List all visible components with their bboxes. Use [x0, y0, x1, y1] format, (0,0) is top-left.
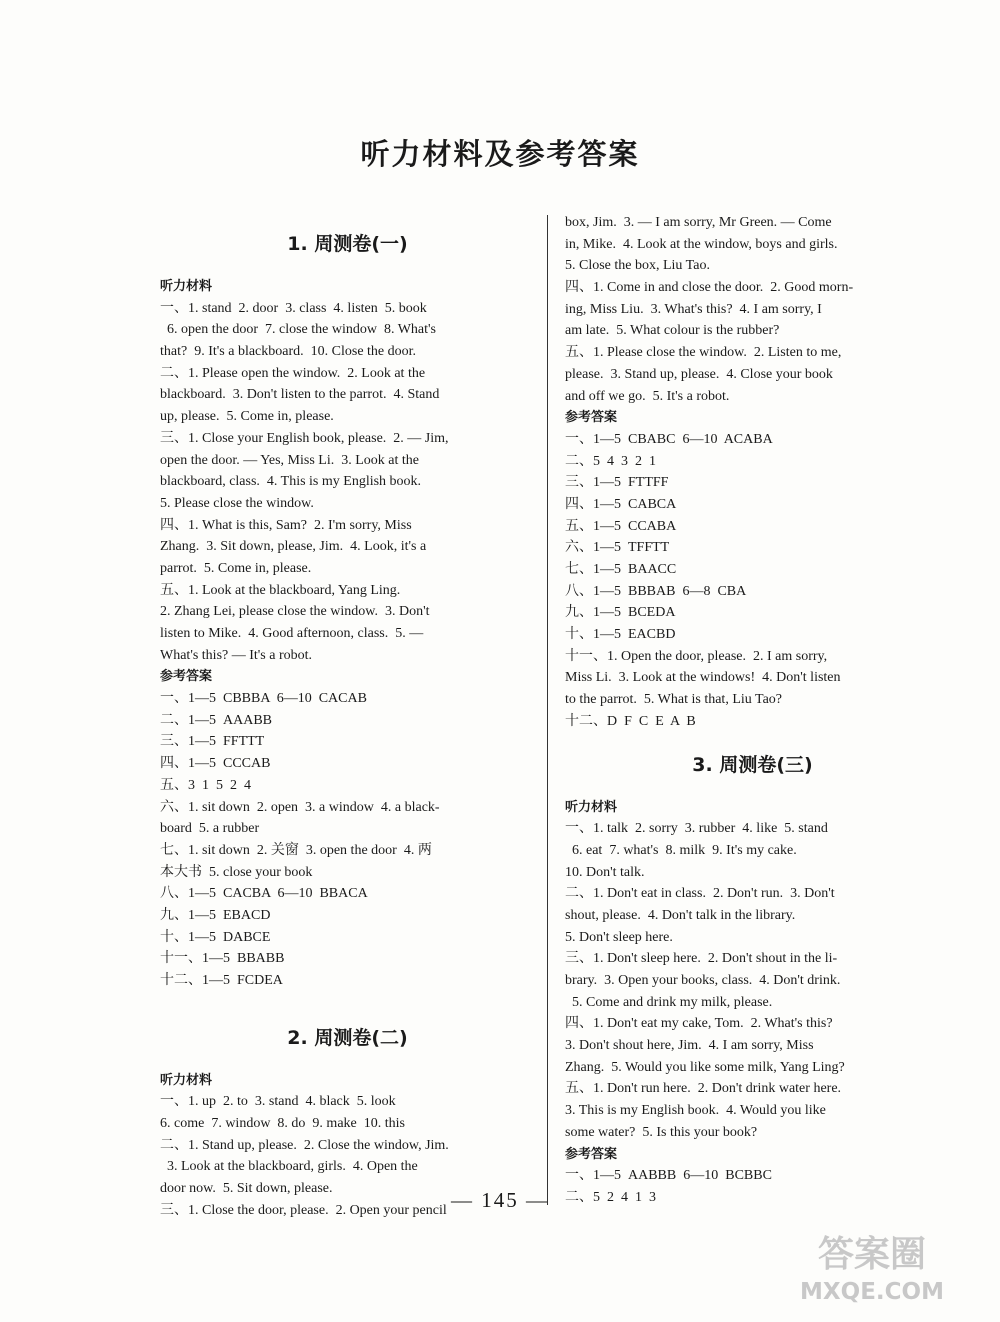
- text-line: 四、1. Don't eat my cake, Tom. 2. What's this?: [565, 1016, 833, 1032]
- text-line: 二、5 4 3 2 1: [565, 453, 656, 469]
- text-line: and off we go. 5. It's a robot.: [565, 388, 730, 404]
- text-line: 六、1. sit down 2. open 3. a window 4. a black-: [160, 799, 440, 815]
- text-line: 十、1—5 EACBD: [565, 627, 676, 643]
- section-title: 3. 周测卷(三): [692, 753, 813, 776]
- text-line: 三、1—5 FFTTT: [160, 734, 265, 750]
- text-line: box, Jim. 3. — I am sorry, Mr Green. — Come: [565, 215, 832, 230]
- text-line: please. 3. Stand up, please. 4. Close your book: [565, 366, 833, 382]
- text-line: shout, please. 4. Don't talk in the library.: [565, 907, 796, 923]
- text-line: 一、1—5 AABBB 6—10 BCBBC: [565, 1168, 772, 1184]
- text-line: up, please. 5. Come in, please.: [160, 409, 334, 425]
- text-line: 二、1. Please open the window. 2. Look at the: [160, 365, 426, 381]
- text-line: 6. open the door 7. close the window 8. What's: [160, 322, 436, 338]
- text-line: 一、1—5 CBBBA 6—10 CACAB: [160, 691, 367, 707]
- section-title: 2. 周测卷(二): [287, 1026, 408, 1049]
- text-line: 五、1. Please close the window. 2. Listen to me,: [565, 345, 842, 361]
- subsection-heading: 参考答案: [160, 669, 213, 685]
- subsection-heading: 听力材料: [160, 279, 213, 294]
- text-line: 十一、1. Open the door, please. 2. I am sorry,: [565, 648, 828, 664]
- text-line: 三、1. Don't sleep here. 2. Don't shout in the li-: [565, 951, 838, 967]
- text-line: 5. Come and drink my milk, please.: [565, 994, 773, 1010]
- text-line: 6. eat 7. what's 8. milk 9. It's my cake.: [565, 842, 797, 858]
- text-line: 三、1—5 FTTFF: [565, 475, 669, 491]
- text-line: 一、1—5 CBABC 6—10 ACABA: [565, 431, 773, 447]
- text-line: What's this? — It's a robot.: [160, 647, 313, 663]
- text-line: 三、1. Close the door, please. 2. Open your pencil: [160, 1202, 447, 1218]
- text-line: Zhang. 5. Would you like some milk, Yang Ling?: [565, 1059, 845, 1075]
- watermark-text-en: MXQE.COM: [800, 1279, 944, 1305]
- text-line: 3. Look at the blackboard, girls. 4. Open the: [160, 1159, 418, 1175]
- text-line: 二、1. Don't eat in class. 2. Don't run. 3. Don't: [565, 886, 835, 902]
- text-line: 四、1. Come in and close the door. 2. Good morn-: [565, 280, 854, 296]
- text-line: 五、3 1 5 2 4: [160, 777, 251, 793]
- text-line: that? 9. It's a blackboard. 10. Close the door.: [160, 344, 417, 360]
- text-line: listen to Mike. 4. Good afternoon, class. 5. —: [160, 626, 424, 641]
- text-line: 五、1—5 CCABA: [565, 518, 677, 534]
- text-line: open the door. — Yes, Miss Li. 3. Look at the: [160, 452, 419, 468]
- text-line: ing, Miss Liu. 3. What's this? 4. I am sorry, I: [565, 301, 822, 317]
- text-line: 一、1. stand 2. door 3. class 4. listen 5. book: [160, 300, 427, 316]
- left-column: [160, 212, 535, 1222]
- text-line: blackboard. 3. Don't listen to the parrot. 4. Stand: [160, 387, 440, 403]
- text-line: 二、5 2 4 1 3: [565, 1189, 656, 1205]
- right-column: [565, 212, 940, 1209]
- text-line: 十、1—5 DABCE: [160, 929, 271, 945]
- text-line: 二、1. Stand up, please. 2. Close the window, Jim.: [160, 1137, 449, 1153]
- text-line: parrot. 5. Come in, please.: [160, 560, 312, 576]
- text-line: 四、1—5 CABCA: [565, 496, 677, 512]
- column-divider: [547, 215, 548, 1205]
- text-line: 十二、D F C E A B: [565, 713, 696, 729]
- text-line: 二、1—5 AAABB: [160, 712, 273, 728]
- text-line: 九、1—5 EBACD: [160, 907, 271, 923]
- text-line: 本大书 5. close your book: [160, 864, 313, 880]
- text-line: 四、1—5 CCCAB: [160, 756, 271, 772]
- section-spacer: [160, 992, 535, 1006]
- text-line: am late. 5. What colour is the rubber?: [565, 323, 780, 339]
- watermark-text-cn: 答案圈: [817, 1234, 926, 1275]
- subsection-heading: 听力材料: [160, 1072, 213, 1088]
- text-line: 十一、1—5 BBABB: [160, 951, 285, 967]
- page-number: — 145 —: [451, 1188, 549, 1212]
- text-line: 八、1—5 CACBA 6—10 BBACA: [160, 886, 368, 902]
- text-line: 一、1. talk 2. sorry 3. rubber 4. like 5. stand: [565, 821, 828, 837]
- text-line: 十二、1—5 FCDEA: [160, 973, 283, 988]
- text-line: 七、1. sit down 2. 关窗 3. open the door 4. 两: [160, 842, 432, 858]
- text-line: 6. come 7. window 8. do 9. make 10. this: [160, 1116, 405, 1132]
- text-line: board 5. a rubber: [160, 821, 260, 837]
- watermark-logo: [752, 1232, 992, 1316]
- text-line: 五、1. Look at the blackboard, Yang Ling.: [160, 582, 401, 598]
- text-line: in, Mike. 4. Look at the window, boys and girls.: [565, 236, 838, 252]
- text-line: 六、1—5 TFFTT: [565, 540, 670, 556]
- text-line: 10. Don't talk.: [565, 864, 645, 880]
- text-line: 5. Close the box, Liu Tao.: [565, 258, 710, 274]
- subsection-heading: 听力材料: [565, 799, 618, 815]
- text-line: Zhang. 3. Sit down, please, Jim. 4. Look, it's a: [160, 539, 427, 555]
- text-line: some water? 5. Is this your book?: [565, 1124, 758, 1140]
- text-line: 三、1. Close your English book, please. 2. — Jim,: [160, 430, 449, 446]
- subsection-heading: 参考答案: [565, 1146, 618, 1162]
- text-line: 一、1. up 2. to 3. stand 4. black 5. look: [160, 1094, 396, 1110]
- text-line: Miss Li. 3. Look at the windows! 4. Don't listen: [565, 670, 841, 686]
- text-line: door now. 5. Sit down, please.: [160, 1181, 333, 1197]
- text-line: 5. Please close the window.: [160, 495, 314, 511]
- subsection-heading: 参考答案: [565, 410, 618, 426]
- text-line: 3. Don't shout here, Jim. 4. I am sorry, Miss: [565, 1038, 814, 1054]
- text-line: 四、1. What is this, Sam? 2. I'm sorry, Miss: [160, 517, 412, 533]
- text-line: 5. Don't sleep here.: [565, 929, 673, 945]
- text-line: 七、1—5 BAACC: [565, 562, 677, 577]
- text-line: 2. Zhang Lei, please close the window. 3. Don't: [160, 604, 430, 620]
- text-line: to the parrot. 5. What is that, Liu Tao?: [565, 692, 783, 708]
- text-line: 九、1—5 BCEDA: [565, 605, 676, 621]
- section-title: 1. 周测卷(一): [287, 233, 408, 255]
- text-line: 八、1—5 BBBAB 6—8 CBA: [565, 583, 747, 599]
- text-line: 3. This is my English book. 4. Would you like: [565, 1103, 826, 1119]
- text-line: 五、1. Don't run here. 2. Don't drink water here.: [565, 1081, 842, 1097]
- page-title: 听力材料及参考答案: [360, 137, 640, 171]
- text-line: blackboard, class. 4. This is my English book.: [160, 474, 422, 490]
- text-line: brary. 3. Open your books, class. 4. Don't drink.: [565, 973, 841, 988]
